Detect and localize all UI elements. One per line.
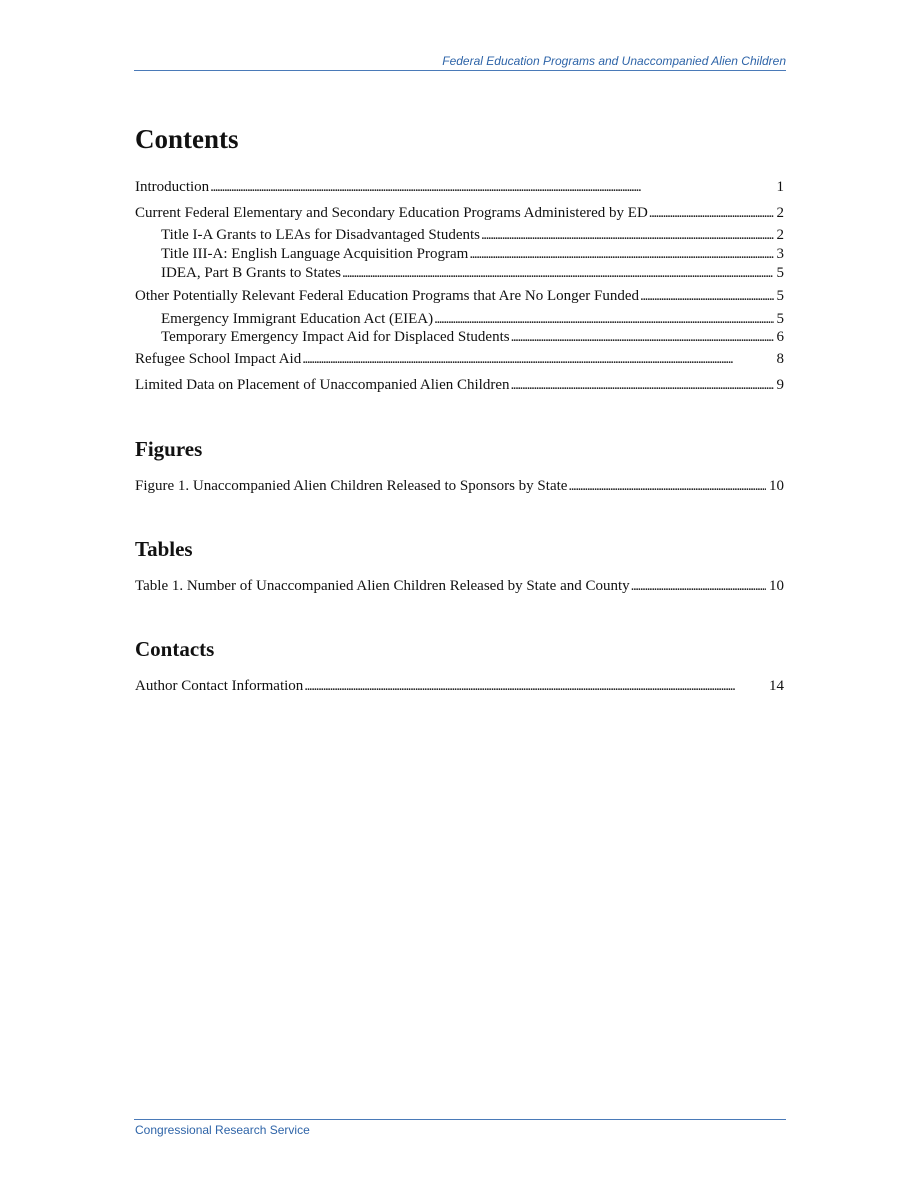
dot-leader <box>302 350 773 368</box>
toc-entry-limited-data[interactable] <box>135 376 784 394</box>
toc-entry-idea-part-b[interactable] <box>161 264 784 282</box>
toc-entry-other-programs[interactable] <box>135 287 784 305</box>
toc-entry-label: Temporary Emergency Impact Aid for Displaced Students <box>161 329 510 345</box>
dot-leader <box>434 310 773 328</box>
tables-heading: Tables <box>135 537 193 561</box>
running-title: Federal Education Programs and Unaccompanied Alien Children <box>442 54 786 68</box>
toc-entry-label: Other Potentially Relevant Federal Education Programs that Are No Longer Funded <box>135 288 640 304</box>
toc-page-number: 2 <box>776 227 784 243</box>
toc-page-number: 10 <box>769 578 784 594</box>
toc-page-number: 14 <box>769 678 784 694</box>
figures-heading: Figures <box>135 437 203 461</box>
dot-leader <box>511 328 774 346</box>
contents-heading: Contents <box>135 124 239 154</box>
toc-page-number: 9 <box>776 377 784 393</box>
toc-entry-current-programs[interactable] <box>135 204 784 222</box>
toc-entry-title-iii-a[interactable] <box>161 245 784 263</box>
toc-page-number: 5 <box>776 288 784 304</box>
toc-page-number: 1 <box>776 179 784 195</box>
dot-leader <box>481 226 774 244</box>
toc-entry-label: Introduction <box>135 179 210 195</box>
footer-text: Congressional Research Service <box>135 1123 310 1137</box>
toc-entry-label: Title I-A Grants to LEAs for Disadvantaged Students <box>161 227 480 243</box>
toc-entry-label: Figure 1. Unaccompanied Alien Children Released to Sponsors by State <box>135 478 568 494</box>
dot-leader <box>631 577 766 595</box>
page-header <box>134 54 786 71</box>
dot-leader <box>304 677 766 695</box>
dot-leader <box>210 178 773 196</box>
toc-entry-table-1[interactable] <box>135 577 784 595</box>
toc-entry-introduction[interactable] <box>135 178 784 196</box>
toc-entry-author-contact[interactable] <box>135 677 784 695</box>
toc-page-number: 2 <box>776 205 784 221</box>
toc-entry-figure-1[interactable] <box>135 477 784 495</box>
toc-page-number: 8 <box>776 351 784 367</box>
toc-page-number: 5 <box>776 311 784 327</box>
dot-leader <box>469 245 773 263</box>
toc-page-number: 6 <box>776 329 784 345</box>
dot-leader <box>510 376 773 394</box>
dot-leader <box>640 287 773 305</box>
toc-entry-refugee-school-impact-aid[interactable] <box>135 350 784 368</box>
dot-leader <box>342 264 774 282</box>
toc-page-number: 10 <box>769 478 784 494</box>
toc-entry-title-i-a[interactable] <box>161 226 784 244</box>
toc-entry-label: Limited Data on Placement of Unaccompanied Alien Children <box>135 377 510 393</box>
toc-entry-label: Title III-A: English Language Acquisition Program <box>161 246 469 262</box>
contacts-heading: Contacts <box>135 637 215 661</box>
toc-page-number: 5 <box>776 265 784 281</box>
toc-entry-label: Current Federal Elementary and Secondary Education Programs Administered by ED <box>135 205 648 221</box>
dot-leader <box>568 477 766 495</box>
toc-entry-label: IDEA, Part B Grants to States <box>161 265 341 281</box>
toc-entry-label: Emergency Immigrant Education Act (EIEA) <box>161 311 434 327</box>
toc-entry-eiea[interactable] <box>161 310 784 328</box>
toc-entry-label: Author Contact Information <box>135 678 304 694</box>
page-footer <box>134 1119 786 1137</box>
toc-entry-label: Table 1. Number of Unaccompanied Alien Children Released by State and County <box>135 578 630 594</box>
toc-entry-temporary-impact-aid[interactable] <box>161 328 784 346</box>
toc-entry-label: Refugee School Impact Aid <box>135 351 302 367</box>
toc-page-number: 3 <box>776 246 784 262</box>
dot-leader <box>649 204 774 222</box>
